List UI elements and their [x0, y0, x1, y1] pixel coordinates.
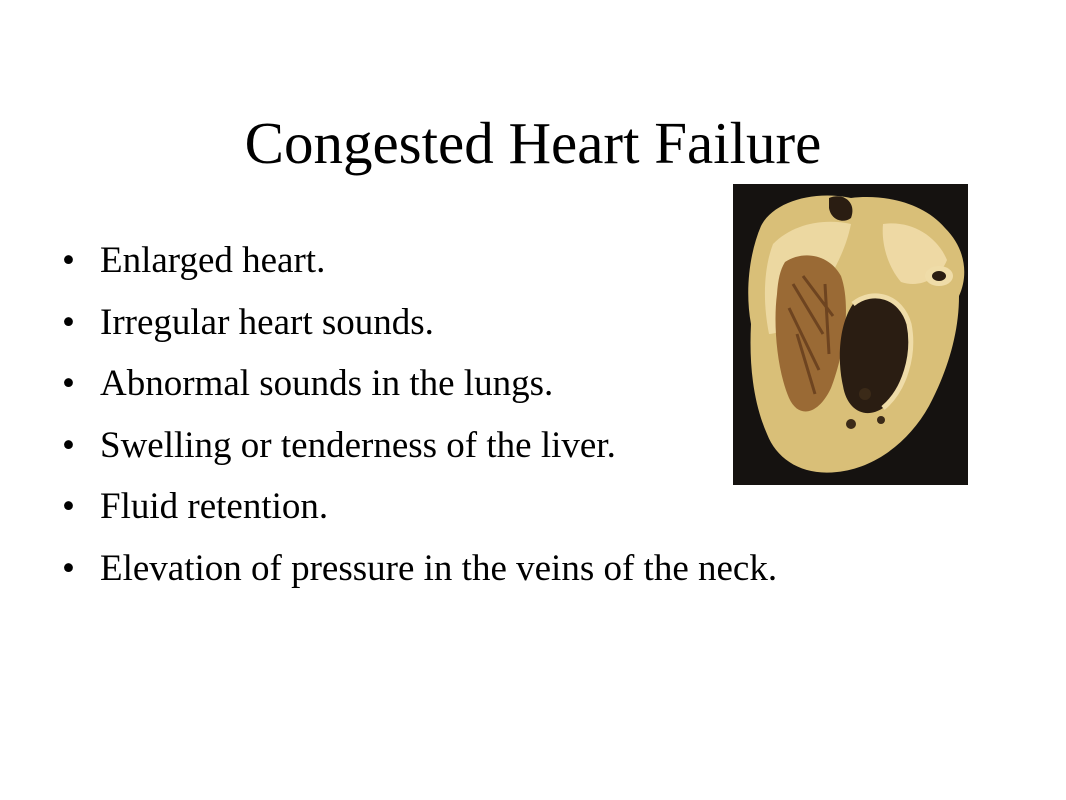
bullet-text: Irregular heart sounds.	[100, 301, 434, 343]
bullet-dot: •	[62, 547, 75, 589]
heart-vessel-lumen	[932, 271, 946, 281]
bullet-item-neck-vein-pressure	[62, 541, 962, 603]
bullet-dot: •	[62, 363, 75, 404]
bullet-dot: •	[62, 424, 75, 466]
bullet-dot: •	[62, 240, 75, 281]
heart-spot	[859, 388, 871, 400]
bullet-text: Swelling or tenderness of the liver.	[100, 424, 616, 466]
bullet-dot: •	[62, 301, 75, 343]
bullet-text: Elevation of pressure in the veins of the neck.	[100, 547, 778, 589]
bullet-text: Enlarged heart.	[100, 240, 326, 281]
slide-title: Congested Heart Failure	[244, 110, 822, 176]
bullet-text: Abnormal sounds in the lungs.	[100, 363, 554, 404]
heart-spot	[846, 419, 856, 429]
heart-specimen-illustration	[733, 184, 968, 485]
bullet-text: Fluid retention.	[100, 486, 329, 527]
bullet-item-fluid-retention	[62, 479, 962, 541]
heart-specimen-image	[733, 184, 968, 485]
bullet-dot: •	[62, 486, 75, 527]
heart-spot	[877, 416, 885, 424]
